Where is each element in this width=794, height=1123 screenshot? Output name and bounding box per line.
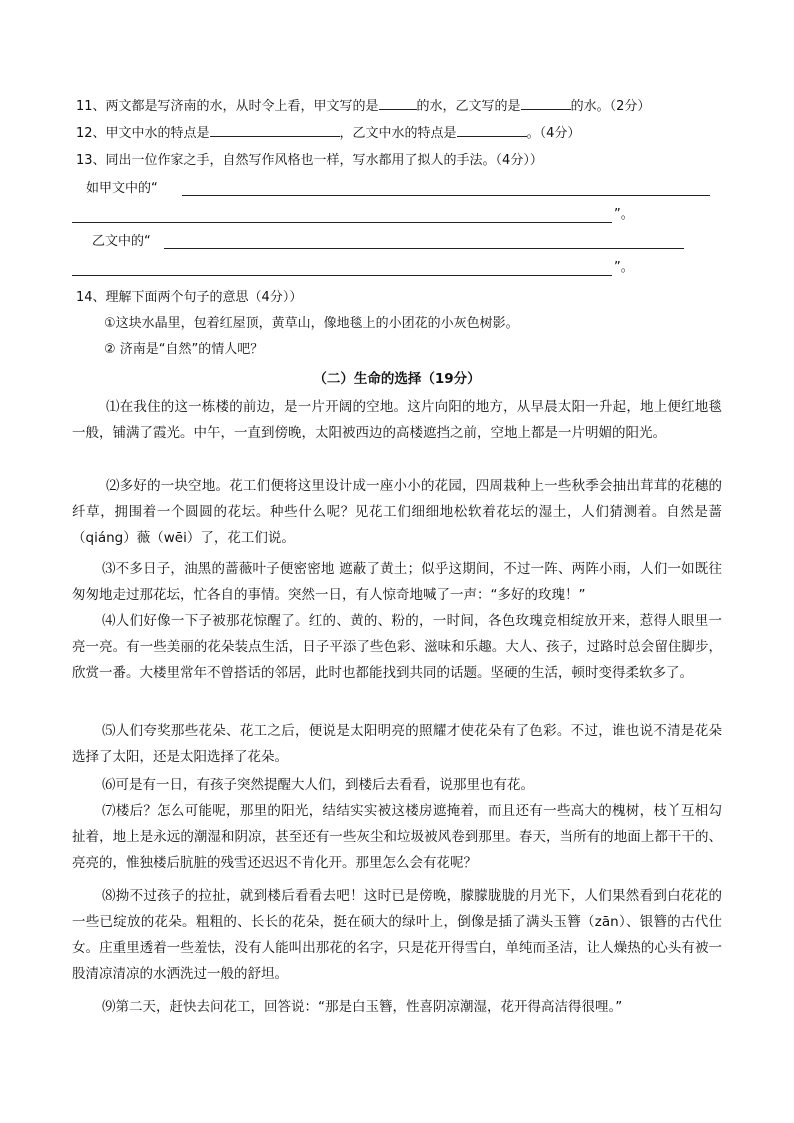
question-13-stem: 13、同出一位作家之手，自然写作风格也一样，写水都用了拟人的手法。（4分）） bbox=[76, 153, 543, 168]
paragraph-4: ⑷人们好像一下子被那花惊醒了。红的、黄的、粉的，一时间，各色玫瑰竞相绽放开来，惹得人眼里一亮一亮。有一些美丽的花朵装点生活，日子平添了些色彩、滋味和乐趣。大人、孩子，过路时总会留住脚步，欣赏一番。大楼里常年不曾搭话的邻居，此时也都能找到共同的话题。坚硬的生活，顿时变得柔软多了。 bbox=[72, 613, 722, 681]
paragraph-3: ⑶不多日子，油黑的蔷薇叶子便密密地 遮蔽了黄土；似乎这期间，不过一阵、两阵小雨，人们一如既往匆匆地走过那花坛，忙各自的事情。突然一日，有人惊奇地喊了一声：“多好的玫瑰！” bbox=[72, 561, 722, 603]
q13-jia-answer-line-2[interactable] bbox=[72, 222, 612, 223]
paragraph-7: ⑺楼后？怎么可能呢，那里的阳光，结结实实被这楼房遮掩着，而且还有一些高大的槐树，枝丫互相勾扯着，地上是永远的潮湿和阴凉，甚至还有一些灰尘和垃圾被风卷到那里。春天，当所有的地面上都干干的、亮亮的，惟独楼后肮脏的残雪还迟迟不肯化开。那里怎么会有花呢？ bbox=[72, 803, 722, 871]
section-title: （二）生命的选择（19分） bbox=[313, 371, 481, 387]
q13-yi-prefix: 乙文中的“ bbox=[92, 234, 151, 249]
q12-blank-1[interactable] bbox=[210, 124, 340, 137]
q12-text-2: ，乙文中水的特点是 bbox=[339, 126, 457, 141]
paragraph-5: ⑸人们夸奖那些花朵、花工之后，便说是太阳明亮的照耀才使花朵有了色彩。不过，谁也说不清是花朵选择了太阳，还是太阳选择了花朵。 bbox=[72, 723, 722, 765]
q11-blank-2[interactable] bbox=[521, 97, 571, 110]
q11-blank-1[interactable] bbox=[379, 97, 417, 110]
q13-yi-answer-line-1[interactable] bbox=[164, 248, 684, 249]
q13-jia-close: ”。 bbox=[614, 207, 634, 222]
q13-yi-answer-line-2[interactable] bbox=[72, 275, 612, 276]
paragraph-9: ⑼第二天，赶快去问花工，回答说：“那是白玉簪，性喜阴凉潮湿，花开得高洁得很哩。” bbox=[102, 999, 623, 1015]
q13-jia-answer-line-1[interactable] bbox=[182, 195, 710, 196]
q12-blank-2[interactable] bbox=[457, 124, 527, 137]
q14-sentence-1: ①这块水晶里，包着红屋顶，黄草山，像地毯上的小团花的小灰色树影。 bbox=[104, 316, 519, 331]
paragraph-2: ⑵多好的一块空地。花工们便将这里设计成一座小小的花园，四周栽种上一些秋季会抽出茸茸的花穗的纤草，拥围着一个圆圆的花坛。种些什么呢？见花工们细细地松软着花坛的湿土，人们猜测着。自然是蔷（qiáng）薇（wēi）了，花工们说。 bbox=[72, 478, 722, 546]
q12-text-3: 。（4分） bbox=[526, 126, 581, 141]
paragraph-6: ⑹可是有一日，有孩子突然提醒大人们，到楼后去看看，说那里也有花。 bbox=[102, 777, 534, 793]
q11-text-3: 的水。（2分） bbox=[570, 99, 651, 114]
question-11 bbox=[76, 97, 650, 116]
paragraph-8: ⑻拗不过孩子的拉扯，就到楼后看看去吧！这时已是傍晚，朦朦胧胧的月光下，人们果然看到白花花的一些已绽放的花朵。粗粗的、长长的花朵，挺在硕大的绿叶上，倒像是插了满头玉簪（zān）、银簪的古代仕女。庄重里透着一些羞怯，没有人能叫出那花的名字，只是花开得雪白，单纯而圣洁，让人燥热的心头有被一股清凉清凉的水洒洗过一般的舒坦。 bbox=[72, 888, 722, 982]
q11-text-2: 的水，乙文写的是 bbox=[416, 99, 521, 114]
q14-sentence-2: ② 济南是“自然”的情人吧？ bbox=[104, 342, 264, 357]
question-14-stem: 14、理解下面两个句子的意思（4分）） bbox=[76, 290, 303, 305]
question-12 bbox=[76, 124, 580, 143]
q13-yi-close: ”。 bbox=[614, 260, 634, 275]
paragraph-1: ⑴在我住的这一栋楼的前边，是一片开阔的空地。这片向阳的地方，从早晨太阳一升起，地上便红地毯一般，铺满了霞光。中午，一直到傍晚，太阳被西边的高楼遮挡之前，空地上都是一片明媚的阳光。 bbox=[72, 399, 722, 441]
q12-text-1: 12、甲文中水的特点是 bbox=[76, 126, 210, 141]
q11-text-1: 11、两文都是写济南的水，从时令上看，甲文写的是 bbox=[76, 99, 379, 114]
q13-jia-prefix: 如甲文中的“ bbox=[86, 181, 158, 196]
